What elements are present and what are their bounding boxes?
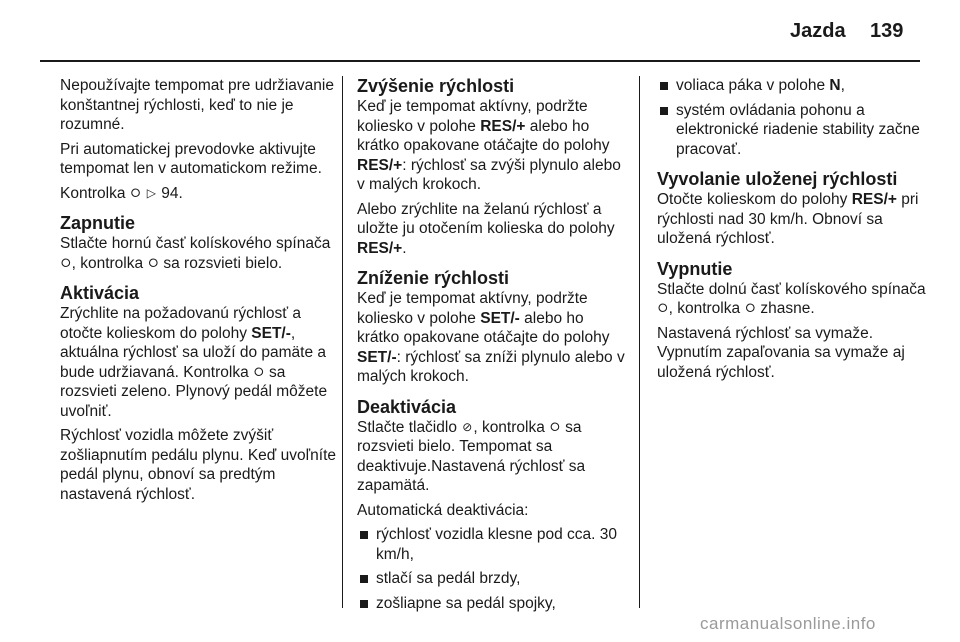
auto-deactivation-list [357, 525, 629, 613]
heading-deaktivacia: Deaktivácia [357, 396, 457, 417]
cruise-control-icon: ⭘ [148, 255, 159, 270]
column-divider-1 [342, 76, 343, 608]
page-section-title: Jazda [790, 20, 846, 42]
paragraph: Stlačte dolnú časť kolískového spínača ⭘, kontrolka ⭘ zhasne. [657, 280, 926, 317]
heading-vypnutie: Vypnutie [657, 258, 733, 279]
paragraph: Zrýchlite na požadovanú rýchlosť a otočte kolieskom do polohy SET/-, aktuálna rýchlosť sa uloží do pamäte a bude udržiavaná. Kontrolka ⭘ sa rozsvieti zeleno. Plynový pedál môžete uvoľniť. [60, 305, 328, 420]
cruise-cancel-icon: ⊘ [462, 419, 473, 434]
paragraph: Keď je tempomat aktívny, podržte koliesko v polohe RES/+ alebo ho krátko opakovane otáčajte do polohy RES/+: rýchlosť sa zvýši plynulo alebo v malých krokoch. [357, 98, 621, 193]
paragraph: Stlačte tlačidlo ⊘, kontrolka ⭘ sa rozsvieti bielo. Tempomat sa deaktivuje.Nastavená rýchlosť sa zapamätá. [357, 418, 586, 494]
heading-vyvolanie: Vyvolanie uloženej rýchlosti [657, 169, 898, 189]
list-item: voliaca páka v polohe N, [657, 76, 927, 96]
watermark: carmanualsonline.info [700, 614, 876, 633]
paragraph: Keď je tempomat aktívny, podržte koliesko v polohe SET/- alebo ho krátko opakovane otáčajte do polohy SET/-: rýchlosť sa zníži plynulo alebo v malých krokoch. [357, 290, 625, 385]
column-divider-2 [639, 76, 640, 608]
header-divider [40, 60, 920, 62]
paragraph: Rýchlosť vozidla môžete zvýšiť zošliapnutím pedálu plynu. Keď uvoľníte pedál plynu, obnoví sa predtým nastavená rýchlosť. [60, 427, 336, 503]
paragraph: Nastavená rýchlosť sa vymaže. Vypnutím zapaľovania sa vymaže aj uložená rýchlosť. [657, 324, 905, 381]
page-reference-icon: ▷ [146, 185, 156, 200]
paragraph: Nepoužívajte tempomat pre udržiavanie konštantnej rýchlosti, keď to nie je rozumné. [60, 77, 334, 133]
paragraph: Pri automatickej prevodovke aktivujte tempomat len v automatickom režime. [60, 140, 322, 177]
cruise-control-icon: ⭘ [61, 255, 71, 270]
auto-deactivation-list-cont [657, 76, 927, 159]
heading-znizenie: Zníženie rýchlosti [357, 268, 510, 288]
list-item: rýchlosť vozidla klesne pod cca. 30 km/h, [357, 525, 629, 564]
cruise-control-icon: ⭘ [658, 301, 668, 315]
cruise-control-icon: ⭘ [550, 419, 560, 434]
paragraph: Automatická deaktivácia: [357, 501, 529, 519]
list-item: stlačí sa pedál brzdy, [357, 569, 629, 589]
cruise-control-icon: ⭘ [254, 364, 264, 379]
paragraph: Alebo zrýchlite na želanú rýchlosť a uložte ju otočením kolieska do polohy RES/+. [357, 200, 615, 257]
cruise-control-icon: ⭘ [745, 301, 756, 315]
paragraph: Stlačte hornú časť kolískového spínača ⭘, kontrolka ⭘ sa rozsvieti bielo. [60, 235, 331, 272]
column-1 [60, 76, 340, 509]
page-header [0, 0, 960, 62]
paragraph: Kontrolka ⭘ ▷ 94. [60, 184, 183, 202]
column-3 [657, 76, 927, 387]
heading-zvysenie: Zvýšenie rýchlosti [357, 76, 515, 96]
list-item: systém ovládania pohonu a elektronické riadenie stability začne pracovať. [657, 101, 927, 160]
column-2 [357, 76, 629, 618]
list-item: zošliapne sa pedál spojky, [357, 594, 629, 614]
paragraph: Otočte kolieskom do polohy RES/+ pri rýchlosti nad 30 km/h. Obnoví sa uložená rýchlosť. [657, 191, 919, 247]
cruise-control-icon: ⭘ [130, 185, 141, 200]
heading-zapnutie: Zapnutie [60, 213, 135, 233]
heading-aktivacia: Aktivácia [60, 283, 140, 303]
page-number: 139 [870, 20, 904, 42]
page-reference[interactable]: 94. [161, 184, 183, 202]
